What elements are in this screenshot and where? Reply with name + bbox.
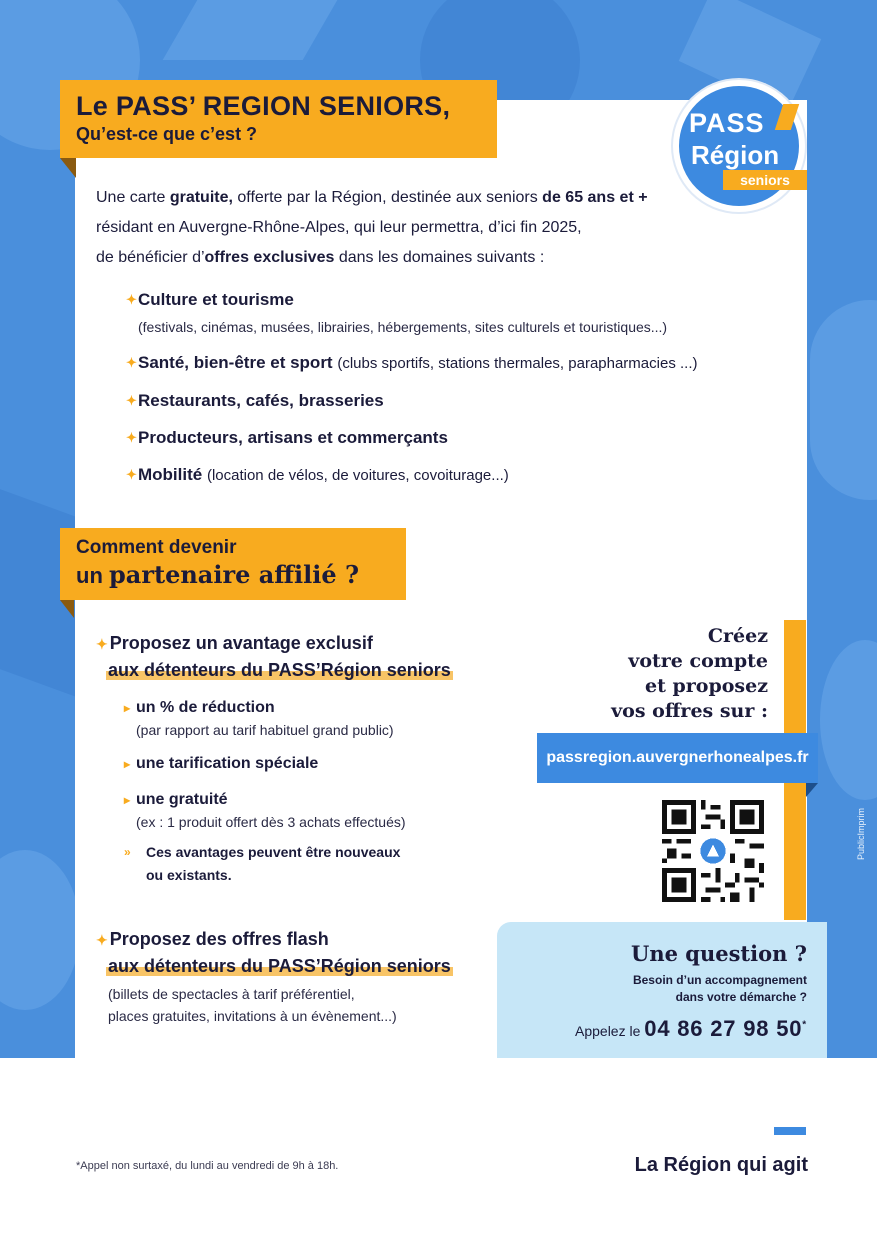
intro-paragraph: Une carte gratuite, offerte par la Région, destinée aux seniors de 65 ans et + résidant en Auvergne-Rhône-Alpes, qui leur permettra, d’ici fin 2025, de bénéficier d’offres exclusives dans les domaines suivants : [96, 189, 648, 266]
speech-tail [75, 1055, 97, 1083]
logo-pass-text: PASS [689, 108, 765, 138]
list-item: ✦ Producteurs, artisans et commerçants [126, 426, 726, 450]
list-item: ✦ Mobilité (location de vélos, de voitures, covoiturage...) [126, 463, 726, 488]
tagline-accent [774, 1127, 806, 1135]
page-title: Le PASS’ REGION SENIORS, [76, 91, 451, 121]
logo-accent-mark [775, 104, 799, 130]
star-icon: ✦ [126, 292, 137, 307]
list-item: ▸ une gratuité [124, 789, 516, 811]
list-item: ▸ un % de réduction [124, 697, 516, 719]
offer-flash: ✦ Proposez des offres flash aux détenteurs du PASS’Région seniors (billets de spectacles à tarif préférentiel, places gratuites, invitations à un évènement...) [96, 929, 451, 1024]
logo-region-text: Région [691, 140, 780, 170]
question-box: Une question ? Besoin d’un accompagnement dans votre démarche ? Appelez le 04 86 27 98 50* [497, 922, 827, 1058]
partner-banner: Comment devenir un partenaire affilié ? [60, 528, 406, 600]
printer-credit: PublicImprim [856, 807, 866, 860]
star-icon: ✦ [126, 355, 137, 370]
arrow-icon: ▸ [124, 701, 131, 715]
star-icon: ✦ [96, 636, 108, 652]
star-icon: ✦ [126, 430, 137, 445]
double-arrow-icon: » [124, 845, 131, 859]
qr-code[interactable] [662, 800, 764, 902]
create-account-callout: Créez votre compte et proposez vos offres sur : [611, 625, 768, 722]
advantage-remark: » Ces avantages peuvent être nouveaux ou existants. [124, 841, 516, 887]
footnote: *Appel non surtaxé, du lundi au vendredi de 9h à 18h. [76, 1160, 339, 1172]
star-icon: ✦ [126, 467, 137, 482]
arrow-icon: ▸ [124, 793, 131, 807]
arrow-icon: ▸ [124, 757, 131, 771]
region-tagline: La Région qui agit [634, 1154, 808, 1176]
pass-region-logo [673, 80, 805, 212]
title-banner [60, 80, 497, 158]
list-item: ▸ une tarification spéciale [124, 753, 516, 775]
star-icon: ✦ [96, 932, 108, 948]
website-link[interactable]: passregion.auvergnerhonealpes.fr [537, 733, 818, 783]
star-icon: ✦ [126, 393, 137, 408]
page-subtitle: Qu’est-ce que c’est ? [76, 124, 258, 144]
list-item: ✦ Santé, bien-être et sport (clubs sportifs, stations thermales, parapharmacies ...) [126, 351, 726, 376]
offer-exclusive: ✦ Proposez un avantage exclusif aux détenteurs du PASS’Région seniors ▸ un % de réduction (par rapport au tarif habituel grand public) ▸ une tarification spéciale ▸ une gratuité (ex : 1 produit offert dès 3 achats effectués) » Ces avantages peuvent être nouveaux ou existants. [96, 630, 516, 887]
list-item: ✦ Restaurants, cafés, brasseries [126, 389, 726, 413]
list-item: ✦ Culture et tourisme (festivals, cinémas, musées, librairies, hébergements, sites culturels et touristiques...) [126, 290, 668, 335]
domain-list [126, 288, 726, 501]
logo-seniors-tag: seniors [723, 170, 807, 190]
phone-contact[interactable]: Appelez le 04 86 27 98 50* [575, 1016, 807, 1041]
